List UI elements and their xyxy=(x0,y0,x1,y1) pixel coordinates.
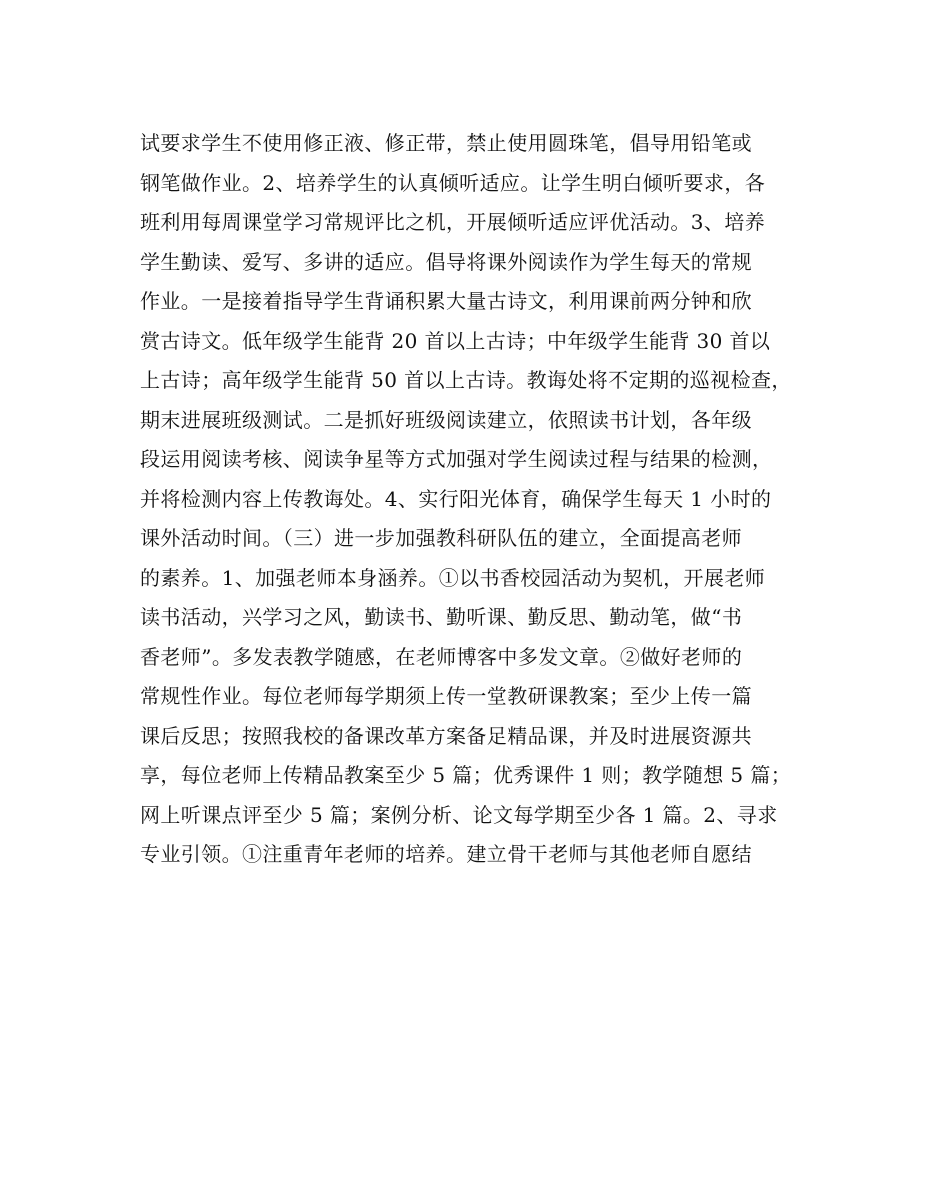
text-line: 课外活动时间。（三）进一步加强教科研队伍的建立，全面提高老师 xyxy=(140,526,742,550)
text-line: 享，每位老师上传精品教案至少 5 篇；优秀课件 1 则；教学随想 5 篇； xyxy=(140,763,792,787)
text-line: 学生勤读、爱写、多讲的适应。倡导将课外阅读作为学生每天的常规 xyxy=(140,249,752,274)
text-line: 的素养。1、加强老师本身涵养。①以书香校园活动为契机，开展老师 xyxy=(140,565,766,590)
text-line: 钢笔做作业。2、培养学生的认真倾听适应。让学生明白倾听要求，各 xyxy=(140,170,766,195)
text-line: 网上听课点评至少 5 篇；案例分析、论文每学期至少各 1 篇。2、寻求 xyxy=(140,802,778,827)
text-line: 试要求学生不使用修正液、修正带，禁止使用圆珠笔，倡导用铅笔或 xyxy=(140,131,752,155)
text-line: 常规性作业。每位老师每学期须上传一堂教研课教案；至少上传一篇 xyxy=(140,684,752,708)
text-line: 上古诗；高年级学生能背 50 首以上古诗。教诲处将不定期的巡视检查， xyxy=(140,368,792,392)
body-text xyxy=(140,124,820,875)
text-line: 并将检测内容上传教诲处。4、实行阳光体育，确保学生每天 1 小时的 xyxy=(140,486,772,511)
text-line: 香老师”。多发表教学随感，在老师博客中多发文章。②做好老师的 xyxy=(140,644,743,669)
text-line: 班利用每周课堂学习常规评比之机，开展倾听适应评优活动。3、培养 xyxy=(140,210,766,234)
text-line: 赏古诗文。低年级学生能背 20 首以上古诗；中年级学生能背 30 首以 xyxy=(140,328,771,353)
text-line: 读书活动，兴学习之风，勤读书、勤听课、勤反思、勤动笔，做“书 xyxy=(140,605,743,629)
text-line: 段运用阅读考核、阅读争星等方式加强对学生阅读过程与结果的检测， xyxy=(140,447,773,471)
text-line: 专业引领。①注重青年老师的培养。建立骨干老师与其他老师自愿结 xyxy=(140,842,752,866)
text-line: 课后反思；按照我校的备课改革方案备足精品课，并及时进展资源共 xyxy=(140,723,752,748)
text-line: 期末进展班级测试。二是抓好班级阅读建立，依照读书计划，各年级 xyxy=(140,407,752,432)
text-line: 作业。一是接着指导学生背诵积累大量古诗文，利用课前两分钟和欣 xyxy=(140,289,752,313)
